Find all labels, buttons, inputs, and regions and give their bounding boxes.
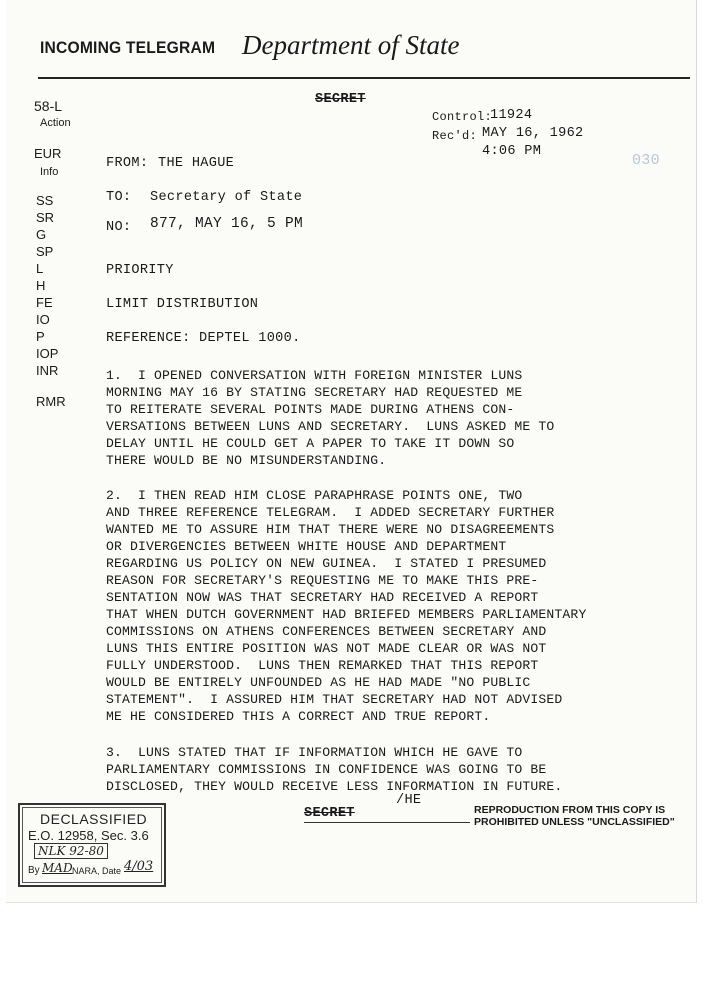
routing-code: H — [36, 278, 46, 293]
routing-code: P — [36, 329, 45, 344]
paragraph-2: 2. I THEN READ HIM CLOSE PARAPHRASE POINTS ONE, TWO AND THREE REFERENCE TELEGRAM. I ADDED SECRETARY FURTHER WANTED ME TO ASSURE HIM THAT THERE WERE NO DISAGREEMENTS OR DIVERGENCIES BETWEEN WHITE HOUSE AND DEPARTMENT REGARDING US POLICY ON NEW GUINEA. I STATED I PRESUMED REASON FOR SECRETARY'S REQUESTING ME TO MAKE THIS PRE- SENTATION NOW WAS THAT SECRETARY HAD RECEIVED A REPORT THAT WHEN DUTCH GOVERNMENT HAD BRIEFED MEMBERS PARLIAMENTARY COMMISSIONS ON ATHENS CONFERENCES BETWEEN SECRETARY AND LUNS THIS ENTIRE POSITION WAS NOT MADE CLEAR OR WAS NOT FULLY UNDERSTOOD. LUNS THEN REMARKED THAT THIS REPORT WOULD BE ENTIRELY UNFOUNDED AS HE HAD MADE "NO PUBLIC STATEMENT". I ASSURED HIM THAT SECRETARY HAD NOT ADVISED ME HE CONSIDERED THIS A CORRECT AND TRUE REPORT. — [106, 488, 587, 724]
info-code: EUR — [34, 146, 62, 161]
routing-code: SP — [36, 244, 54, 259]
control-label: Control: — [432, 110, 493, 124]
paragraph-3: 3. LUNS STATED THAT IF INFORMATION WHICH HE GAVE TO PARLIAMENTARY COMMISSIONS IN CONFIDENCE WAS GOING TO BE DISCLOSED, THEY WOULD RECEIVE LESS INFORMATION IN FUTURE. — [106, 745, 563, 794]
classification-top: SECRET — [315, 92, 366, 107]
routing-code: L — [36, 261, 44, 276]
header-incoming-telegram: INCOMING TELEGRAM — [40, 38, 216, 57]
from-value: THE HAGUE — [158, 156, 235, 171]
declassified-stamp — [18, 803, 166, 887]
classification-bottom: SECRET — [304, 806, 355, 821]
header-department-of-state: Department of State — [242, 30, 460, 60]
action-code: 58-L — [34, 98, 63, 114]
stamp-date-value: 4/03 — [124, 859, 154, 874]
margin-number: 030 — [632, 152, 660, 169]
routing-code: FE — [36, 295, 53, 310]
received-time: 4:06 PM — [482, 144, 542, 159]
telegram-page — [6, 0, 697, 903]
header-rule — [38, 77, 690, 79]
no-value: 877, MAY 16, 5 PM — [150, 216, 304, 232]
routing-code: INR — [36, 363, 59, 378]
stamp-by-value: MAD — [42, 861, 73, 875]
stamp-order: E.O. 12958, Sec. 3.6 — [28, 828, 149, 843]
footer-rule — [304, 822, 470, 823]
action-label: Action — [40, 117, 71, 129]
reproduction-line-2: PROHIBITED UNLESS "UNCLASSIFIED" — [474, 816, 675, 828]
stamp-case-number: NLK 92-80 — [34, 843, 108, 859]
stamp-title: DECLASSIFIED — [40, 811, 148, 827]
limit-distribution: LIMIT DISTRIBUTION — [106, 297, 259, 312]
to-value: Secretary of State — [150, 190, 303, 205]
reproduction-line-1: REPRODUCTION FROM THIS COPY IS — [474, 804, 666, 816]
received-date: MAY 16, 1962 — [482, 126, 584, 141]
reproduction-notice — [474, 804, 675, 828]
routing-code: SR — [36, 210, 55, 225]
no-label: NO: — [106, 220, 132, 235]
priority: PRIORITY — [106, 263, 174, 278]
from-label: FROM: — [106, 156, 149, 171]
routing-rmr: RMR — [36, 394, 66, 409]
control-number: 11924 — [490, 108, 533, 123]
routing-code: IO — [36, 312, 50, 327]
routing-code: G — [36, 227, 47, 242]
paragraph-1: 1. I OPENED CONVERSATION WITH FOREIGN MINISTER LUNS MORNING MAY 16 BY STATING SECRETARY HAD REQUESTED ME TO REITERATE SEVERAL POINTS MADE DURING ATHENS CON- VERSATIONS BETWEEN LUNS AND SECRETARY. LUNS ASKED ME TO DELAY UNTIL HE COULD GET A PAPER TO TAKE IT DOWN SO THERE WOULD BE NO MISUNDERSTANDING. — [106, 368, 555, 468]
to-label: TO: — [106, 190, 132, 205]
routing-code: SS — [36, 193, 54, 208]
continuation-mark: /HE — [396, 793, 422, 808]
reference: REFERENCE: DEPTEL 1000. — [106, 331, 301, 346]
info-label: Info — [40, 166, 59, 178]
received-label: Rec'd: — [432, 129, 478, 143]
routing-code: IOP — [36, 346, 59, 361]
stamp-by-label: By — [28, 865, 40, 876]
stamp-nara-label: NARA, Date — [72, 866, 122, 876]
